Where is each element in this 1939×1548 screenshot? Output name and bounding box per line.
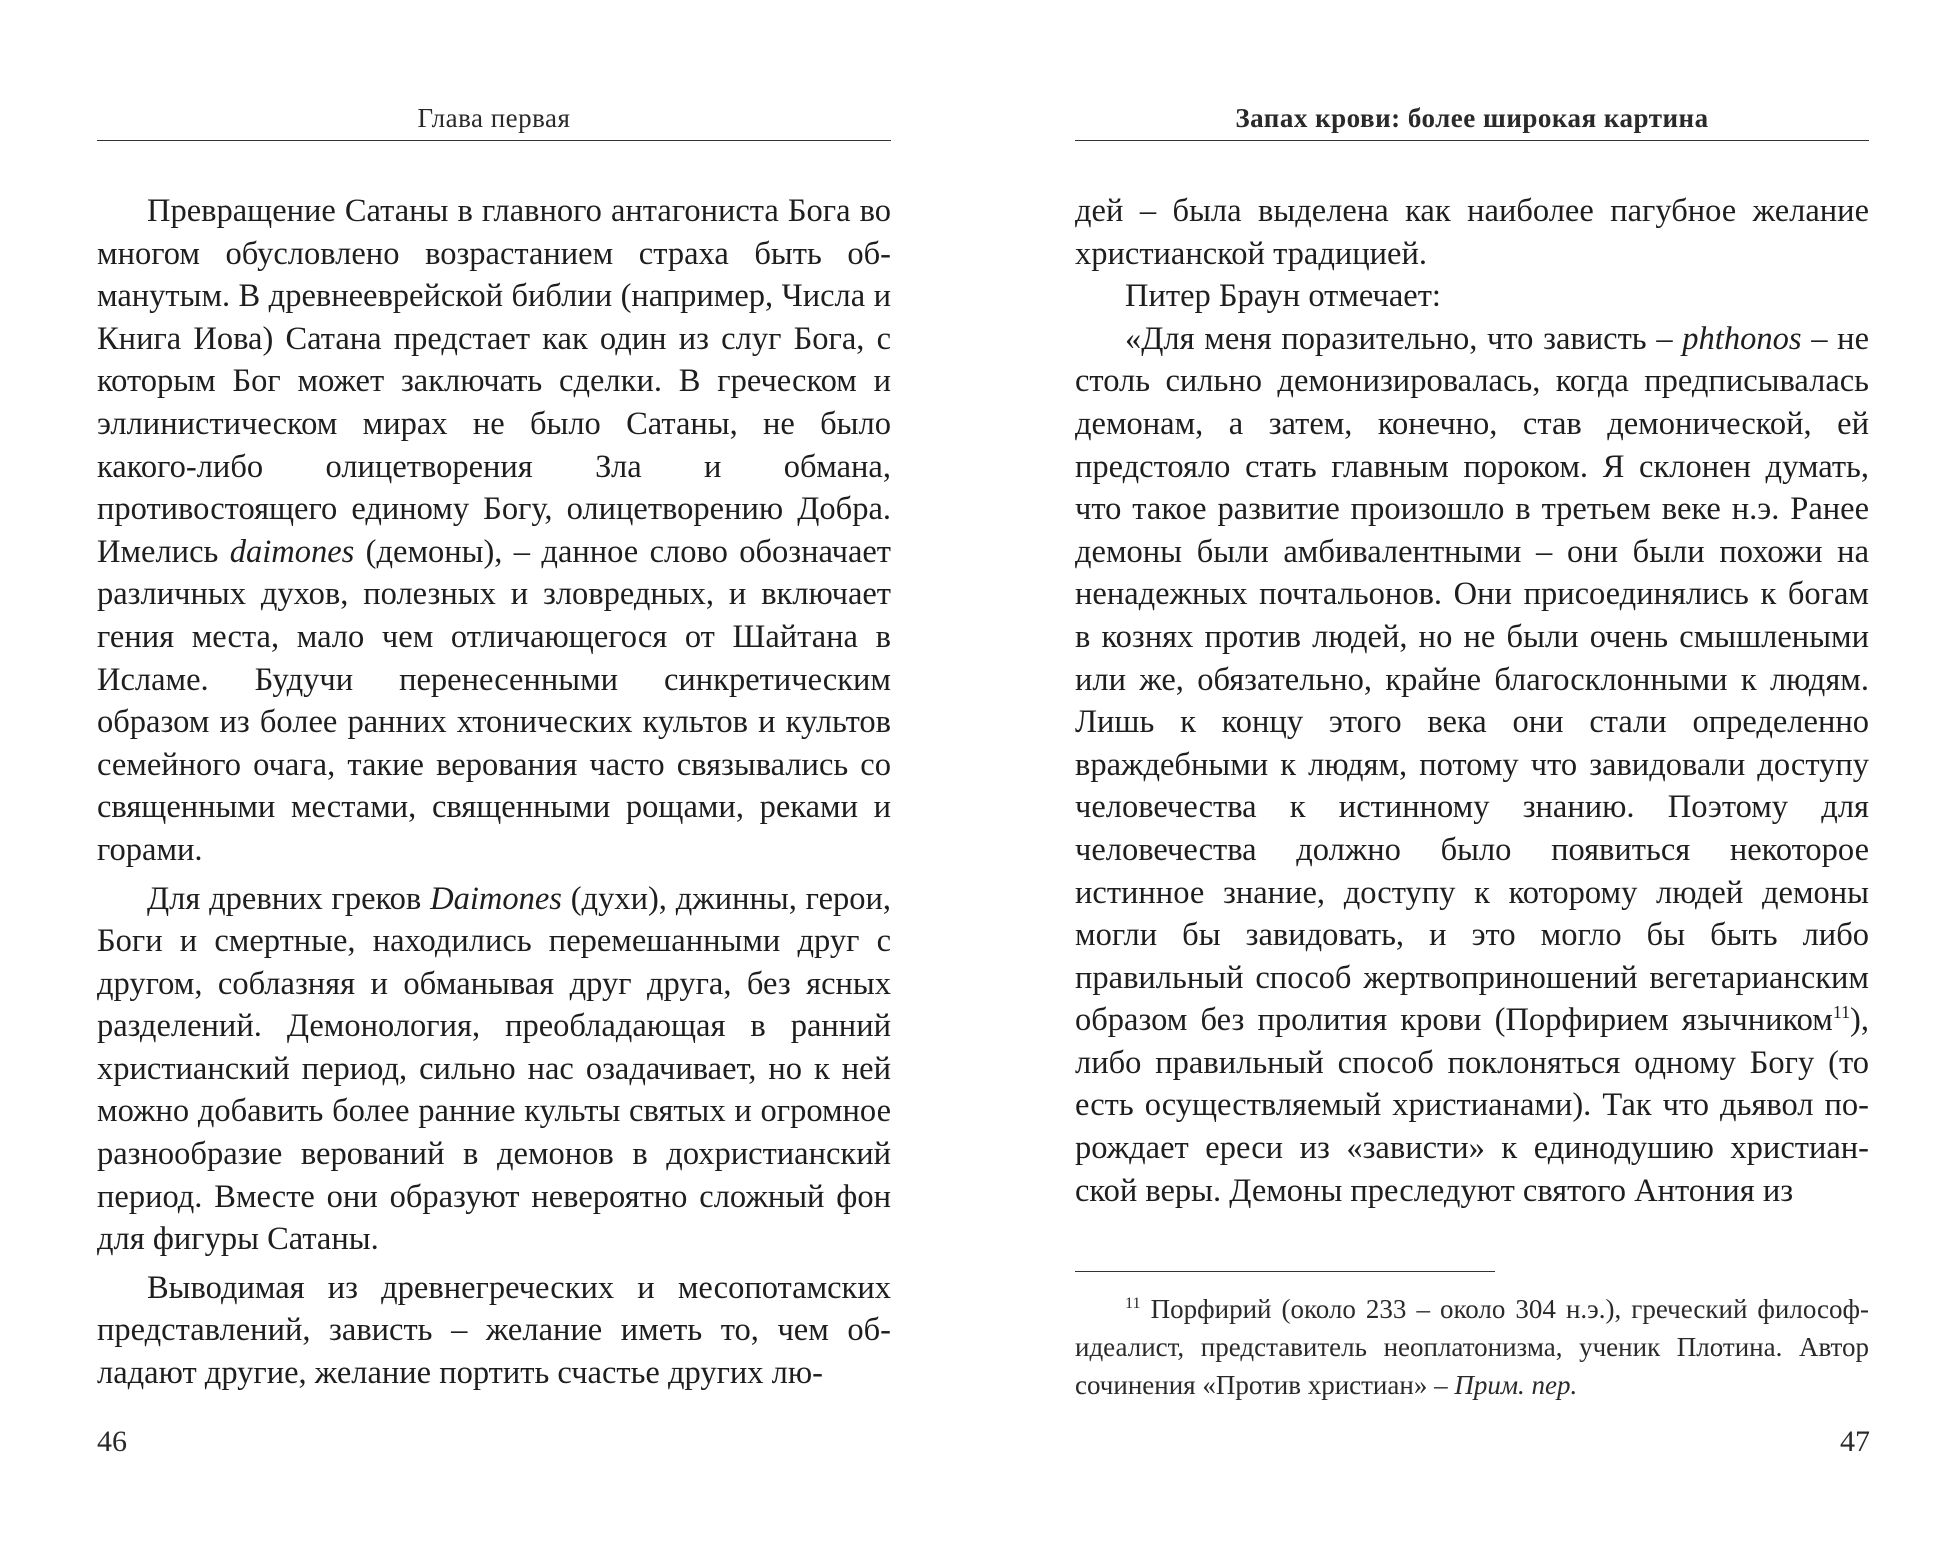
footnote-marker: 11 — [1125, 1294, 1141, 1312]
footnote-rule — [1075, 1271, 1495, 1272]
paragraph: Превращение Сатаны в главного антагониста Бога во многом обусловлено возрастанием страха быть обманутым. В древнееврейской библии (например, Числа и Книга Иова) Сатана предстает как один из слуг Бога, с которым Бог может заключать сделки. В греческом и эллинистическом мирах не было Сатаны, не было какого-либо олицетворения Зла и обмана, противостоящего единому Богу, олицетворению Добра. Имелись daimones (демоны), – данное слово обозначает различных духов, полезных и зловредных, и включает гения места, мало чем отличающегося от Шайтана в Исламе. Будучи перенесенными синкретическим образом из более ранних хтонических культов и культов семейного очага, такие верования часто связывались со священными местами, священными рощами, реками и горами. — [97, 193, 892, 868]
footnote: $^{11}$ Порфирий (около 233 – около 304 н.э.), греческий философ-идеалист, представитель неоплатонизма, ученик Плотина. Автор сочинения «Против христиан» – Прим. пер. — [1075, 1294, 1869, 1400]
footnote-reference[interactable]: 11 — [1832, 1002, 1851, 1023]
right-page — [969, 0, 1939, 1548]
paragraph: Питер Браун отмечает: — [1125, 278, 1441, 315]
page-number: 46 — [97, 1425, 127, 1458]
header-rule — [97, 140, 891, 141]
paragraph: дей – была выделена как наиболее пагубное желание христианской традицией. — [1075, 193, 1869, 272]
body-text — [97, 190, 891, 1395]
left-page — [0, 0, 969, 1548]
header-rule — [1075, 140, 1869, 141]
paragraph: Выводимая из древнегреческих и месопотамских представлений, зависть – желание иметь то, чем обладают другие, желание портить счастье других лю- — [97, 1269, 891, 1392]
page-number: 47 — [1840, 1425, 1870, 1458]
running-head: Глава первая — [417, 103, 571, 133]
body-text — [1075, 190, 1869, 1212]
quote-paragraph: «Для меня поразительно, что зависть – phthonos – не столь сильно демонизировалась, когда предписывалась демонам, а затем, конечно, став демонической, ей предстояло стать главным пороком. Я склонен думать, что такое развитие произошло в третьем веке н.э. Ранее демоны были амбивалентными – они были похожи на ненадежных почтальонов. Они присоединялись к богам в кознях против людей, но не были очень смышлеными или же, обязательно, крайне благосклонными к людям. Лишь к концу этого века они стали определенно враждебными к людям, потому что завидовали доступу человечества к истинному знанию. Поэтому для человечества должно было появиться некоторое истинное знание, доступу к которому людей демоны могли бы завидовать, и это могло бы быть либо правильный способ жертвоприношений вегетарианским образом без пролития крови (Порфирием язычником$^{11}$), либо правильный способ поклоняться одному Богу (то есть осуществляемый христианами). Так что дьявол порождает ереси из «зависти» к единодушию христианской веры. Демоны преследуют святого Антония из — [1075, 320, 1869, 1209]
paragraph: Для древних греков Daimones (духи), джинны, герои, Боги и смертные, находились перемешанными друг с другом, соблазняя и обманывая друг друга, без ясных разделений. Демонология, преобладающая в ранний христианский период, сильно нас озадачивает, но к ней можно добавить более ранние культы святых и огромное разнообразие верований в демонов в дохристианский период. Вместе они образуют невероятно сложный фон для фигуры Сатаны. — [97, 880, 892, 1258]
running-head: Запах крови: более широкая картина — [1235, 103, 1709, 133]
